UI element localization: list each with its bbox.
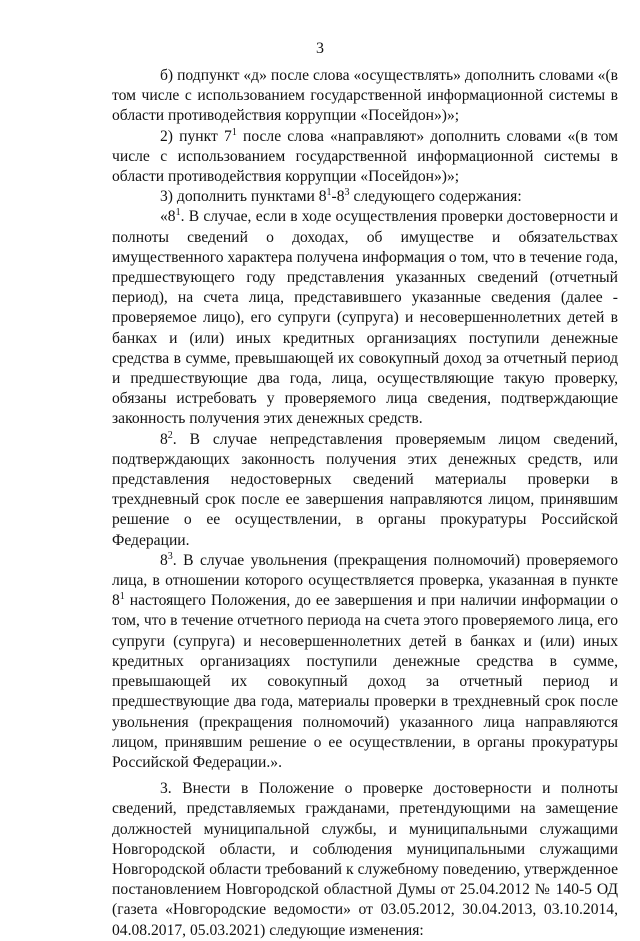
paragraph-point-8-3: $8^3$. В случае увольнения (прекращения полномочий) проверяемого лица, в отношении которого осуществляется проверка, указанная в пункте $8^1$ настоящего Положения, до ее завершения и при наличии информации о том, что в течение отчетного периода на счета этого проверяемого лица, его супруги (супруга) и несовершеннолетних детей в банках и (или) иных кредитных организациях поступили денежные средства в сумме, превышающей их совокупный доход за отчетный период и предшествующие два года, материалы проверки в трехдневный срок после увольнения (прекращения полномочий) указанного лица направляются лицом, принявшим решение о ее осуществлении, в органы прокуратуры Российской Федерации.». xyxy=(112,550,618,771)
paragraph-point-3: 3) дополнить пунктами $8^1-8^3$ следующего содержания: xyxy=(160,187,522,206)
page-number: 3 xyxy=(316,40,324,57)
paragraph-section-3: 3. Внести в Положение о проверке достоверности и полноты сведений, представляемых гражданами, претендующими на замещение должностей муниципальной службы, и муниципальными служащими Новгородской области, и соблюдения муниципальными служащими Новгородской области требований к служебному поведению, утвержденное постановлением Новгородской областной Думы от 25.04.2012 № 140-5 ОД (газета «Новгородские ведомости» от 03.05.2012, 30.04.2013, 03.10.2014, 04.08.2017, 05.03.2021) следующие изменения: xyxy=(112,780,618,939)
document-body xyxy=(112,66,618,941)
paragraph-point-8-2: $8^2$. В случае непредставления проверяемым лицом сведений, подтверждающих законность получения этих денежных средств, или представления недостоверных сведений материалы проверки в трехдневный срок после ее завершения направляются лицом, принявшим решение о ее осуществлении, в органы прокуратуры Российской Федерации. xyxy=(112,429,618,549)
paragraph-point-8-1: «$8^1$. В случае, если в ходе осуществления проверки достоверности и полноты сведений о доходах, об имуществе и обязательствах имущественного характера получена информация о том, что в течение года, предшествующего году представления указанных сведений (отчетный период), на счета лица, представившего указанные сведения (далее - проверяемое лицо), его супруги (супруга) и несовершеннолетних детей в банках и (или) иных кредитных организациях поступили денежные средства в сумме, превышающей их совокупный доход за отчетный период и предшествующие два года, лица, осуществляющие такую проверку, обязаны истребовать у проверяемого лица сведения, подтверждающие законность получения этих денежных средств. xyxy=(112,207,618,428)
paragraph-subpoint-b: б) подпункт «д» после слова «осуществлять» дополнить словами «(в том числе с использованием государственной информационной системы в области противодействия коррупции «Посейдон»)»; xyxy=(112,67,618,125)
paragraph-point-2: 2) пункт $7^1$ после слова «направляют» дополнить словами «(в том числе с использованием государственной информационной системы в области противодействия коррупции «Посейдон»)»; xyxy=(112,126,619,186)
